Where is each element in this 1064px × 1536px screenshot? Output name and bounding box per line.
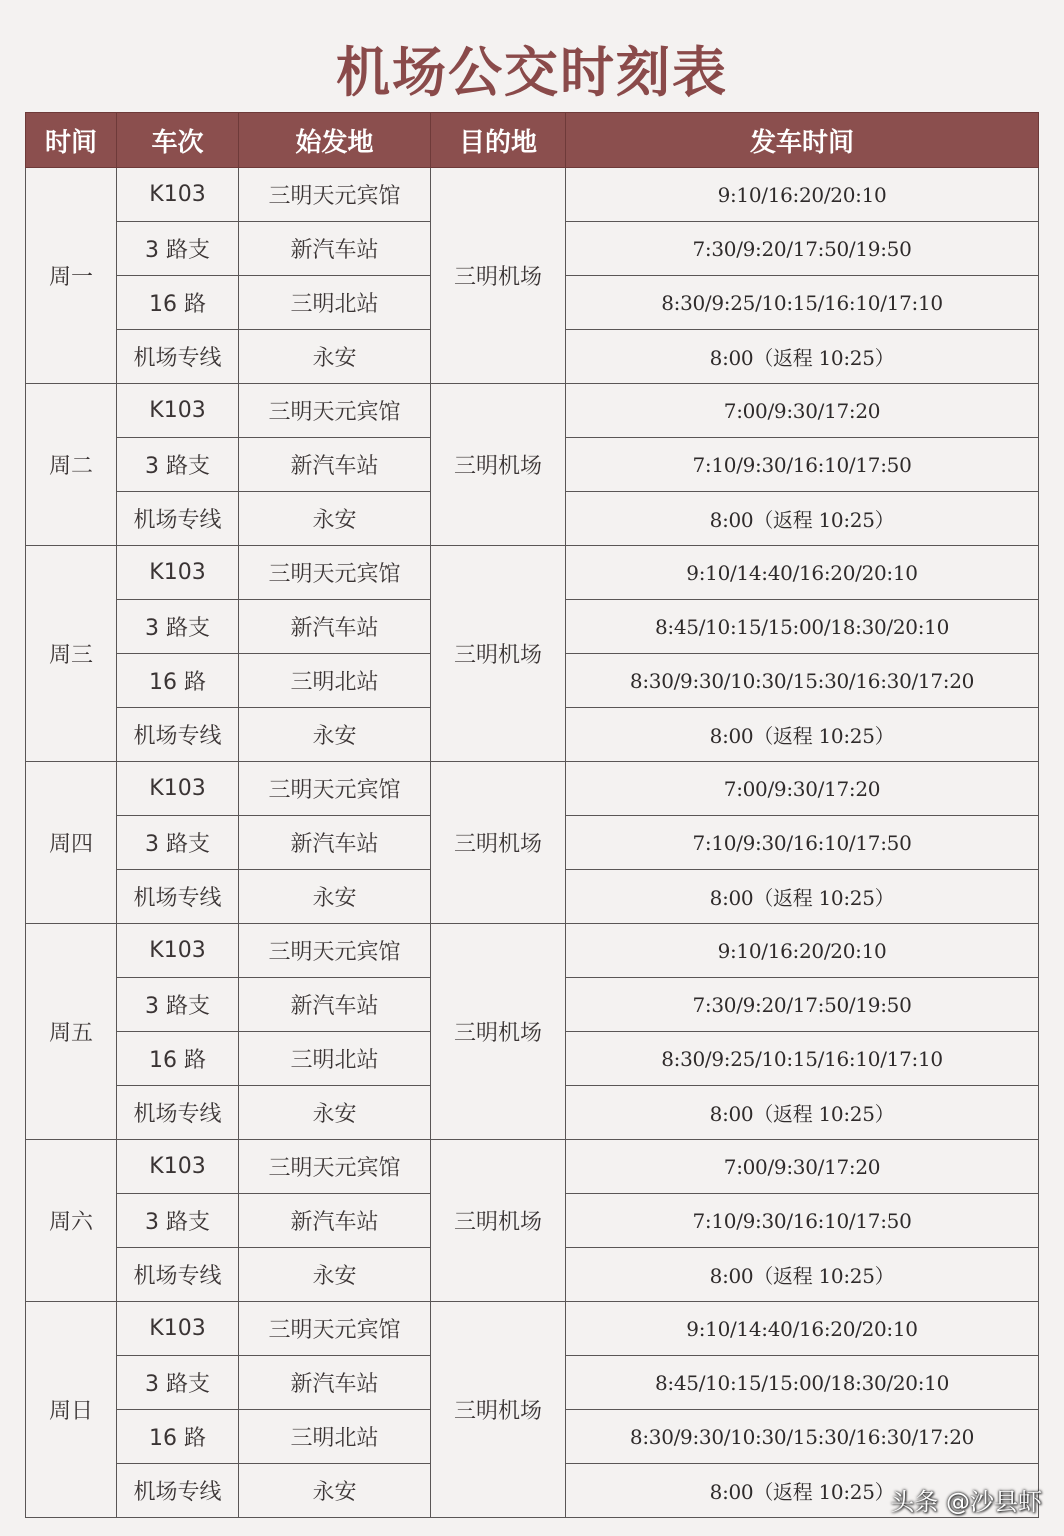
bus-schedule-table [25,112,1039,1518]
route-cell: 3 路支 [117,600,239,654]
departure-times-cell: 7:30/9:20/17:50/19:50 [566,222,1039,276]
origin-cell: 三明天元宾馆 [239,924,431,978]
departure-times-cell: 8:00（返程 10:25） [566,330,1039,384]
departure-times-cell: 7:10/9:30/16:10/17:50 [566,1194,1039,1248]
origin-cell: 三明北站 [239,1032,431,1086]
table-header-row [26,113,1039,168]
route-cell: K103 [117,384,239,438]
route-cell: 3 路支 [117,1356,239,1410]
day-cell: 周四 [26,762,117,924]
table-row [26,546,1039,600]
route-cell: 机场专线 [117,1464,239,1518]
departure-times-cell: 8:45/10:15/15:00/18:30/20:10 [566,1356,1039,1410]
day-cell: 周日 [26,1302,117,1518]
destination-cell: 三明机场 [431,762,566,924]
header-departures: 发车时间 [566,113,1039,168]
header-origin: 始发地 [239,113,431,168]
origin-cell: 三明天元宾馆 [239,384,431,438]
departure-times-cell: 9:10/14:40/16:20/20:10 [566,1302,1039,1356]
route-cell: K103 [117,1140,239,1194]
origin-cell: 三明天元宾馆 [239,762,431,816]
origin-cell: 三明天元宾馆 [239,1302,431,1356]
table-row [26,168,1039,222]
departure-times-cell: 8:00（返程 10:25） [566,1464,1039,1518]
origin-cell: 永安 [239,1248,431,1302]
page-title: 机场公交时刻表 [336,41,728,104]
destination-cell: 三明机场 [431,1140,566,1302]
route-cell: 16 路 [117,1032,239,1086]
route-cell: 16 路 [117,654,239,708]
route-cell: 机场专线 [117,870,239,924]
departure-times-cell: 8:30/9:25/10:15/16:10/17:10 [566,1032,1039,1086]
origin-cell: 三明北站 [239,654,431,708]
destination-cell: 三明机场 [431,168,566,384]
origin-cell: 永安 [239,708,431,762]
departure-times-cell: 8:30/9:30/10:30/15:30/16:30/17:20 [566,1410,1039,1464]
departure-times-cell: 8:00（返程 10:25） [566,492,1039,546]
departure-times-cell: 8:30/9:25/10:15/16:10/17:10 [566,276,1039,330]
watermark: 头条 @沙县虾 [890,1488,1042,1516]
departure-times-cell: 8:00（返程 10:25） [566,1248,1039,1302]
route-cell: 机场专线 [117,1086,239,1140]
header-route: 车次 [117,113,239,168]
route-cell: 3 路支 [117,816,239,870]
departure-times-cell: 9:10/14:40/16:20/20:10 [566,546,1039,600]
route-cell: 机场专线 [117,330,239,384]
route-cell: 机场专线 [117,1248,239,1302]
departure-times-cell: 8:00（返程 10:25） [566,708,1039,762]
table-row [26,924,1039,978]
route-cell: K103 [117,168,239,222]
route-cell: K103 [117,924,239,978]
origin-cell: 永安 [239,1464,431,1518]
destination-cell: 三明机场 [431,1302,566,1518]
departure-times-cell: 9:10/16:20/20:10 [566,168,1039,222]
origin-cell: 三明天元宾馆 [239,546,431,600]
origin-cell: 永安 [239,492,431,546]
origin-cell: 新汽车站 [239,438,431,492]
route-cell: K103 [117,762,239,816]
origin-cell: 新汽车站 [239,816,431,870]
destination-cell: 三明机场 [431,384,566,546]
route-cell: 3 路支 [117,1194,239,1248]
origin-cell: 三明天元宾馆 [239,168,431,222]
table-body [26,168,1039,1518]
origin-cell: 永安 [239,870,431,924]
route-cell: 3 路支 [117,438,239,492]
departure-times-cell: 8:30/9:30/10:30/15:30/16:30/17:20 [566,654,1039,708]
table-row [26,384,1039,438]
destination-cell: 三明机场 [431,924,566,1140]
origin-cell: 新汽车站 [239,1194,431,1248]
day-cell: 周一 [26,168,117,384]
route-cell: 机场专线 [117,708,239,762]
origin-cell: 新汽车站 [239,222,431,276]
origin-cell: 新汽车站 [239,600,431,654]
header-day: 时间 [26,113,117,168]
table-row [26,1302,1039,1356]
route-cell: 机场专线 [117,492,239,546]
origin-cell: 永安 [239,330,431,384]
table-row [26,1140,1039,1194]
departure-times-cell: 8:45/10:15/15:00/18:30/20:10 [566,600,1039,654]
origin-cell: 新汽车站 [239,978,431,1032]
day-cell: 周二 [26,384,117,546]
route-cell: K103 [117,1302,239,1356]
route-cell: 3 路支 [117,978,239,1032]
departure-times-cell: 8:00（返程 10:25） [566,870,1039,924]
origin-cell: 三明北站 [239,276,431,330]
table-row [26,762,1039,816]
departure-times-cell: 8:00（返程 10:25） [566,1086,1039,1140]
departure-times-cell: 9:10/16:20/20:10 [566,924,1039,978]
origin-cell: 新汽车站 [239,1356,431,1410]
day-cell: 周六 [26,1140,117,1302]
departure-times-cell: 7:10/9:30/16:10/17:50 [566,816,1039,870]
route-cell: K103 [117,546,239,600]
departure-times-cell: 7:00/9:30/17:20 [566,1140,1039,1194]
origin-cell: 永安 [239,1086,431,1140]
departure-times-cell: 7:00/9:30/17:20 [566,762,1039,816]
day-cell: 周三 [26,546,117,762]
origin-cell: 三明天元宾馆 [239,1140,431,1194]
header-destination: 目的地 [431,113,566,168]
day-cell: 周五 [26,924,117,1140]
origin-cell: 三明北站 [239,1410,431,1464]
destination-cell: 三明机场 [431,546,566,762]
departure-times-cell: 7:10/9:30/16:10/17:50 [566,438,1039,492]
departure-times-cell: 7:30/9:20/17:50/19:50 [566,978,1039,1032]
departure-times-cell: 7:00/9:30/17:20 [566,384,1039,438]
route-cell: 16 路 [117,1410,239,1464]
route-cell: 3 路支 [117,222,239,276]
route-cell: 16 路 [117,276,239,330]
